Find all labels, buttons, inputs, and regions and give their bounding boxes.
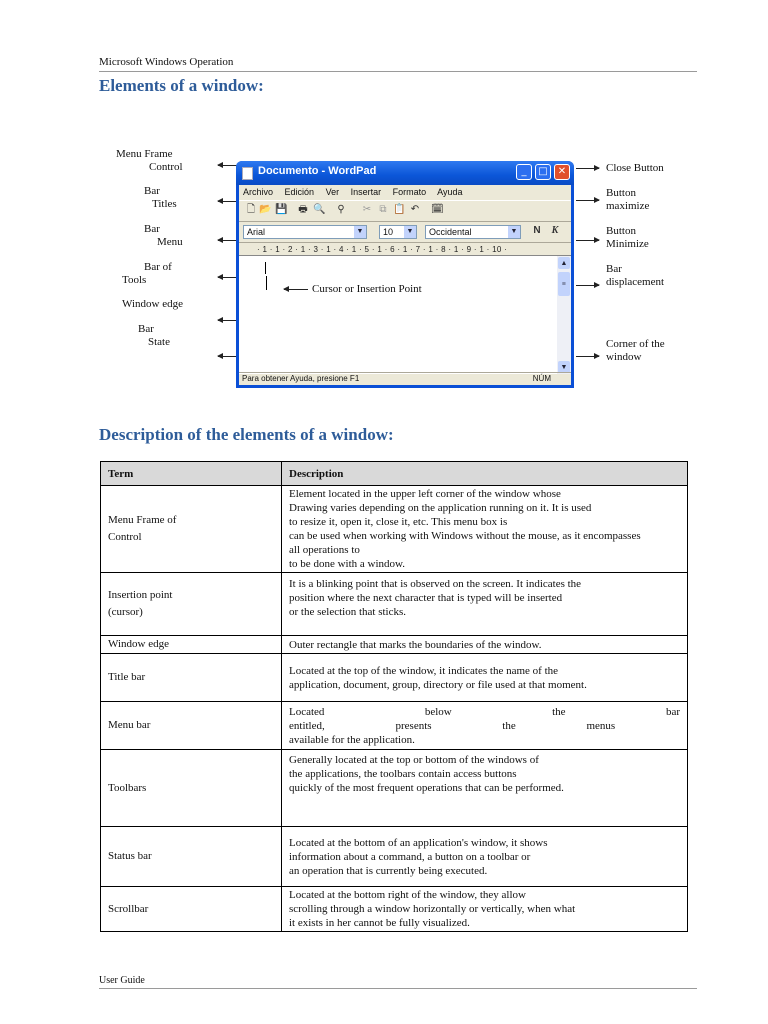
document-icon xyxy=(242,167,253,180)
insertion-point xyxy=(265,262,266,274)
paste-icon[interactable]: 📋 xyxy=(393,204,406,215)
description-cell: Located at the top of the window, it indicates the name of the application, document, group, directory or file used at that moment. xyxy=(282,654,688,702)
font-size-value: 10 xyxy=(383,227,394,237)
label-scrollbar: Bar displacement xyxy=(606,263,665,288)
table-row xyxy=(101,486,688,573)
header-rule xyxy=(99,71,697,72)
format-bar xyxy=(239,222,571,243)
script-select[interactable] xyxy=(425,225,521,239)
window-title: Documento - WordPad xyxy=(258,165,377,177)
scroll-up-icon[interactable]: ▲ xyxy=(558,257,570,269)
term-cell: Scrollbar xyxy=(101,887,282,932)
description-cell: Element located in the upper left corner of the window whose Drawing varies depending on the application running on it. It is used to resize it, open it, close it, etc. This menu box is can be used when working with Windows without the mouse, as it encompasses all operations to to be done with a window. xyxy=(282,486,688,573)
label-menu-frame-control: Menu Frame Control xyxy=(116,148,183,173)
label-cursor: Cursor or Insertion Point xyxy=(312,283,422,295)
script-value: Occidental xyxy=(429,227,472,237)
label-toolbar: Bar of Tools xyxy=(122,261,172,286)
menu-ayuda[interactable]: Ayuda xyxy=(437,187,463,197)
table-row xyxy=(101,636,688,654)
label-title-bar: Bar Titles xyxy=(144,185,177,210)
running-footer: User Guide xyxy=(99,975,145,986)
scroll-thumb[interactable]: ≡ xyxy=(558,272,570,296)
header-term: Term xyxy=(101,462,282,486)
insert-datetime-icon[interactable]: 🗓 xyxy=(431,204,444,215)
document-area[interactable] xyxy=(239,255,571,374)
description-cell: Located at the bottom right of the window, they allow scrolling through a window horizontally or vertically, when what it exists in her cannot be fully visualized. xyxy=(282,887,688,932)
running-header: Microsoft Windows Operation xyxy=(99,56,234,68)
table-row xyxy=(101,702,688,750)
save-icon[interactable]: 💾 xyxy=(275,204,288,215)
menu-bar xyxy=(239,185,571,200)
status-num-indicator: NÚM xyxy=(532,374,551,383)
find-icon[interactable]: ⚲ xyxy=(337,204,345,215)
undo-icon[interactable]: ↶ xyxy=(410,204,420,215)
close-button[interactable]: ✕ xyxy=(554,164,570,180)
description-cell: Outer rectangle that marks the boundaries of the window. xyxy=(282,636,688,654)
table-row xyxy=(101,887,688,932)
label-menu-bar: Bar Menu xyxy=(144,223,183,248)
label-maximize-button: Button maximize xyxy=(606,187,650,212)
arrow-cursor xyxy=(284,289,308,290)
label-close-button: Close Button xyxy=(606,162,664,174)
menu-formato[interactable]: Formato xyxy=(392,187,427,197)
description-cell: Located at the bottom of an application's window, it shows information about a command, a button on a toolbar or an operation that is currently being executed. xyxy=(282,827,688,887)
font-name-value: Arial xyxy=(247,227,266,237)
footer-rule xyxy=(99,988,697,989)
menu-ver[interactable]: Ver xyxy=(325,187,340,197)
label-minimize-button: Button Minimize xyxy=(606,225,649,250)
section-heading-description: Description of the elements of a window: xyxy=(99,425,394,444)
arrow-toolbar xyxy=(218,277,238,278)
ruler[interactable]: · 1 · 1 · 2 · 1 · 3 · 1 · 4 · 1 · 5 · 1 · 6 · 1 · 7 · 1 · 8 · 1 · 9 · 1 · 10 · xyxy=(257,245,508,254)
cursor-mark xyxy=(266,276,267,290)
arrow-window-corner xyxy=(576,356,599,357)
italic-button[interactable]: K xyxy=(551,225,559,236)
font-size-select[interactable] xyxy=(379,225,417,239)
description-cell: It is a blinking point that is observed on the screen. It indicates the position where the next character that is typed will be inserted or the selection that sticks. xyxy=(282,573,688,636)
menu-archivo[interactable]: Archivo xyxy=(243,187,274,197)
arrow-window-edge xyxy=(218,320,238,321)
arrow-menu-frame xyxy=(218,165,238,166)
description-cell: Located below the bar entitled, presents the menus available for the application. xyxy=(282,702,688,750)
menu-insertar[interactable]: Insertar xyxy=(350,187,382,197)
arrow-menu-bar xyxy=(218,240,238,241)
term-cell: Insertion point (cursor) xyxy=(101,573,282,636)
chevron-down-icon: ▼ xyxy=(508,226,520,238)
table-header-row xyxy=(101,462,688,486)
minimize-button[interactable]: _ xyxy=(516,164,532,180)
open-icon[interactable]: 📂 xyxy=(259,204,272,215)
description-cell: Generally located at the top or bottom of the windows of the applications, the toolbars contain access buttons quickly of the most frequent operations that can be performed. xyxy=(282,750,688,827)
term-cell: Title bar xyxy=(101,654,282,702)
vertical-scrollbar[interactable] xyxy=(557,256,571,374)
term-cell: Toolbars xyxy=(101,750,282,827)
term-cell: Menu bar xyxy=(101,702,282,750)
label-status-bar: Bar State xyxy=(138,323,170,348)
chevron-down-icon: ▼ xyxy=(404,226,416,238)
status-bar xyxy=(239,372,571,385)
cut-icon[interactable]: ✂ xyxy=(362,204,372,215)
term-cell: Menu Frame of Control xyxy=(101,486,282,573)
bold-button[interactable]: N xyxy=(533,225,541,236)
print-icon[interactable]: 🖶 xyxy=(298,204,308,215)
arrow-status-bar xyxy=(218,356,238,357)
arrow-close-button xyxy=(576,168,599,169)
arrow-maximize-button xyxy=(576,200,599,201)
section-heading-elements: Elements of a window: xyxy=(99,76,264,95)
table-row xyxy=(101,750,688,827)
label-window-corner: Corner of the window xyxy=(606,338,665,363)
arrow-minimize-button xyxy=(576,240,599,241)
label-window-edge: Window edge xyxy=(122,298,183,310)
copy-icon[interactable]: ⧉ xyxy=(379,204,387,215)
status-text: Para obtener Ayuda, presione F1 xyxy=(242,374,360,383)
toolbar xyxy=(239,200,571,222)
maximize-button[interactable]: □ xyxy=(535,164,551,180)
description-table xyxy=(100,461,688,932)
table-row xyxy=(101,654,688,702)
title-bar xyxy=(236,161,574,185)
table-row xyxy=(101,573,688,636)
menu-edicion[interactable]: Edición xyxy=(284,187,315,197)
term-cell: Status bar xyxy=(101,827,282,887)
arrow-title-bar xyxy=(218,201,238,202)
term-cell: Window edge xyxy=(101,636,282,654)
new-icon[interactable]: 🗋 xyxy=(246,204,256,215)
scroll-down-icon[interactable]: ▼ xyxy=(558,361,570,373)
arrow-scrollbar xyxy=(576,285,599,286)
header-description: Description xyxy=(282,462,688,486)
print-preview-icon[interactable]: 🔍 xyxy=(313,204,326,215)
chevron-down-icon: ▼ xyxy=(354,226,366,238)
font-name-select[interactable] xyxy=(243,225,367,239)
wordpad-window xyxy=(236,161,574,388)
table-row xyxy=(101,827,688,887)
